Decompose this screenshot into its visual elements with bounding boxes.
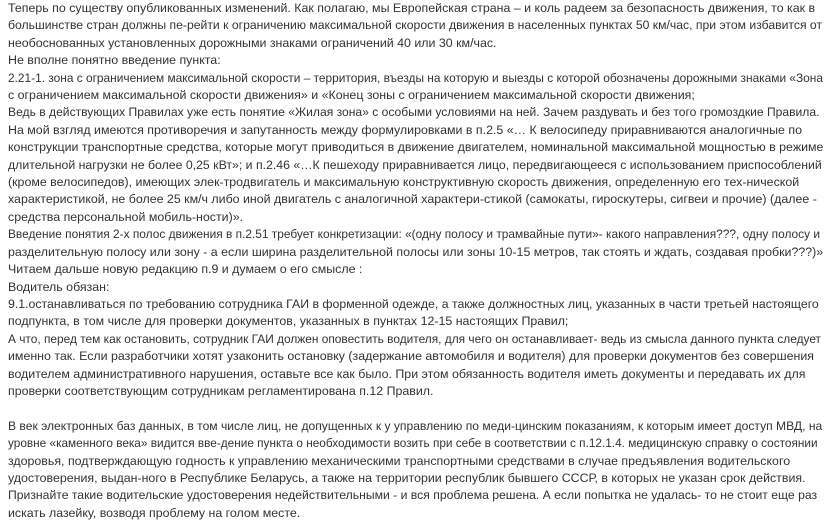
text-line: конструкции транспортные средства, которые могут приводиться в движение двигателем, номинальной максимальной мощностью в режиме bbox=[8, 140, 824, 155]
text-line: Ведь в действующих Правилах уже есть понятие «Жилая зона» с особыми условиями на ней. Зачем раздувать и без того громоздкие Правила. bbox=[8, 105, 820, 120]
text-line: (кроме велосипедов), имеющих элек-тродвигатель и максимальную конструктивную скорость движения, определенную его тех-нической bbox=[8, 175, 800, 190]
text-line: Читаем дальше новую редакцию п.9 и думаем о его смысле : bbox=[8, 262, 363, 277]
text-line: Теперь по существу опубликованных изменений. Как полагаю, мы Европейская страна – и коль радеем за безопасность движения, то как в bbox=[8, 1, 816, 15]
text-line: А что, перед тем как остановить, сотрудник ГАИ должен оповестить водителя, для чего он останавливает- ведь из смысла данного пункта следует bbox=[8, 331, 821, 346]
text-line: подпункта, в том числе для проверки документов, указанных в пунктах 12-15 настоящих Правил; bbox=[8, 314, 569, 329]
text-line: Водитель обязан: bbox=[8, 279, 110, 294]
text-line: Введение понятия 2-х полос движения в п.2.51 требует конкретизации: «(одну полосу и трамвайные пути»- какого направления???, одну полосу и bbox=[8, 227, 820, 242]
text-line: здоровья, подтверждающую годность к управлению механическими транспортными средствами в случае предъявления водительского bbox=[8, 453, 791, 468]
text-line: характеристикой, не более 25 км/ч либо иной двигатель с аналогичной характери-стикой (самокаты, гироскутеры, сигвеи и прочие) (далее - bbox=[8, 192, 817, 207]
text-line: большинстве стран должны пе-рейти к ограничению максимальной скорости движения в населенных пунктах 50 км/час, при этом избавится от bbox=[8, 18, 823, 33]
text-line: 2.21-1. зона с ограничением максимальной скорости – территория, въезды на которую и выезды с которой обозначены дорожными знаками «Зона bbox=[8, 70, 823, 85]
text-line: Не вполне понятно введение пункта: bbox=[8, 53, 221, 68]
text-line: На мой взгляд имеются противоречия и запутанность между формулировками в п.2.5 «… К велосипеду приравниваются аналогичные по bbox=[8, 122, 802, 137]
blank-line bbox=[8, 400, 823, 417]
text-line: с ограничением максимальной скорости движения» и «Конец зоны с ограничением максимальной скорости движения; bbox=[8, 88, 695, 103]
text-line: искать лазейку, возводя проблему на голом месте. bbox=[8, 505, 301, 520]
text-line: длительной нагрузки не более 0,25 кВт»; и п.2.46 «…К пешеходу приравнивается лицо, передвигающееся с использованием приспособлений bbox=[8, 157, 822, 172]
text-line: уровне «каменного века» видится вве-дение пункта о необходимости возить при себе в соответствии с п.12.1.4. медицинскую справку о состоянии bbox=[8, 436, 818, 451]
text-line: средства персональной мобиль-ности)». bbox=[8, 209, 244, 224]
text-line: удостоверения, выдан-ного в Республике Беларусь, а также на территории республик бывшего СССР, в которых не указан срок действия. bbox=[8, 470, 806, 485]
text-line: Признайте такие водительские удостоверения недействительными - и вся проблема решена. А если попытка не удалась- то не стоит еще раз bbox=[8, 488, 818, 503]
text-line: необоснованных установленных дорожными знаками ограничений 40 или 30 км/час. bbox=[8, 35, 497, 50]
text-line: В век электронных баз данных, в том числе лиц, не допущенных к у управлению по меди-цинским показаниям, к которым имеет доступ МВД, на bbox=[8, 418, 823, 433]
text-line: именно так. Если разработчики хотят узаконить остановку (задержание автомобиля и водителя) для проверки документов без совершения bbox=[8, 349, 814, 364]
text-line: разделительную полосу или зону - а если ширина разделительной полосы или зоны 10-15 метров, так стоять и ждать, создавая пробки???)» bbox=[8, 244, 824, 259]
text-line: 9.1.останавливаться по требованию сотрудника ГАИ в форменной одежде, а также должностных лиц, указанных в части третьей настоящего bbox=[8, 296, 819, 311]
text-line: проверки соответствующим сотрудникам регламентирована п.12 Правил. bbox=[8, 383, 434, 398]
text-line: водителем административного нарушения, оставьте все как было. При этом обязанность водителя иметь документы и передавать их для bbox=[8, 366, 806, 381]
